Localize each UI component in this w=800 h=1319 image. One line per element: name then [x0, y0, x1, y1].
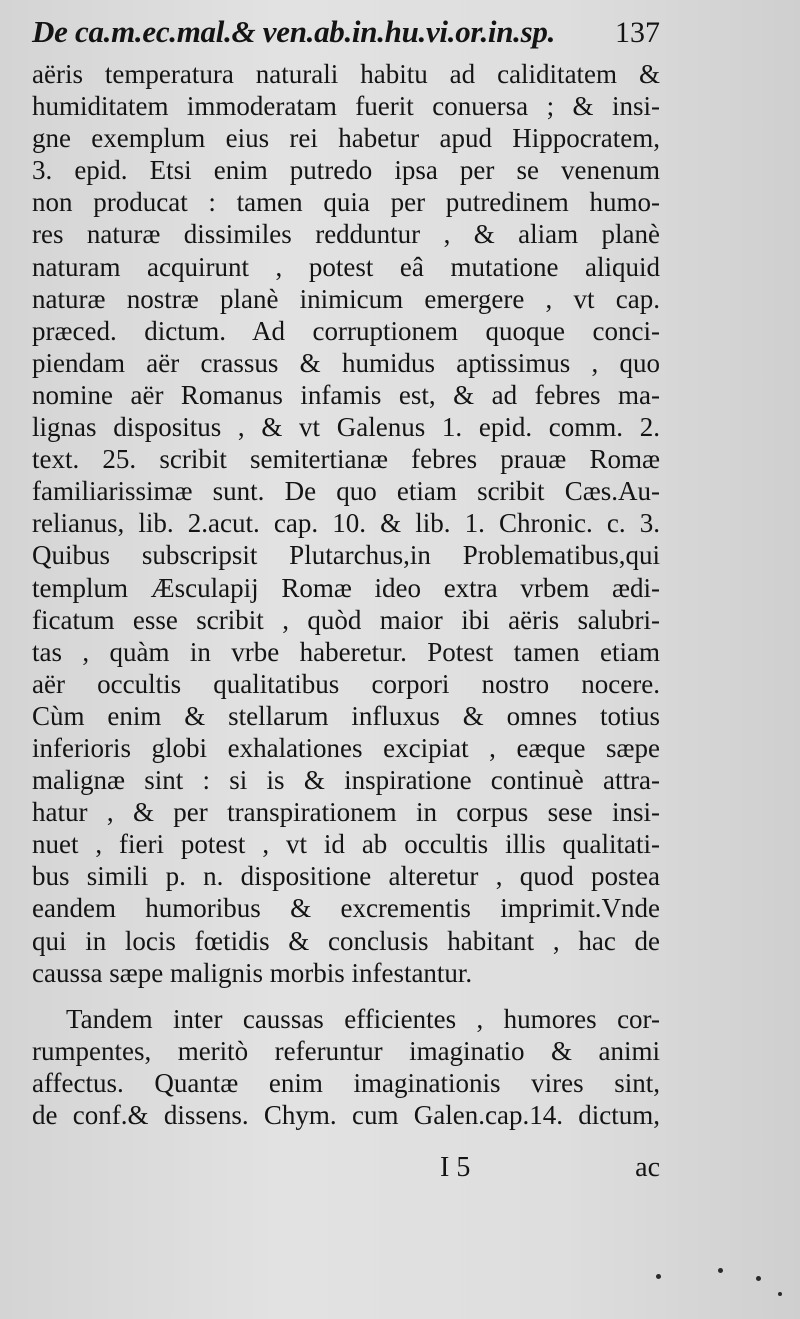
page-header	[32, 14, 660, 58]
text-line: malignæ sint : si is & inspiratione continuè attra-	[32, 765, 660, 796]
text-line: aër occultis qualitatibus corpori nostro nocere.	[32, 668, 660, 699]
text-line: res naturæ dissimiles redduntur , & aliam planè	[32, 219, 660, 250]
text-line: Tandem inter caussas efficientes , humores cor-	[66, 1003, 660, 1034]
text-line: affectus. Quantæ enim imaginationis vires sint,	[32, 1067, 660, 1098]
text-line: rumpentes, meritò referuntur imaginatio & animi	[32, 1035, 660, 1066]
catchword: ac	[635, 1152, 660, 1183]
ink-speck	[778, 1292, 782, 1296]
signature-mark: I 5	[440, 1152, 471, 1183]
body-text	[32, 58, 660, 1131]
text-line: Quibus subscripsit Plutarchus,in Problematibus,qui	[32, 540, 660, 571]
text-line: inferioris globi exhalationes excipiat , eæque sæpe	[32, 732, 660, 763]
text-line: piendam aër crassus & humidus aptissimus , quo	[32, 347, 660, 378]
text-line: relianus, lib. 2.acut. cap. 10. & lib. 1. Chronic. c. 3.	[32, 508, 660, 539]
text-line: text. 25. scribit semitertianæ febres prauæ Romæ	[32, 444, 660, 475]
text-line: gne exemplum eius rei habetur apud Hippocratem,	[32, 123, 660, 154]
text-line: templum Æsculapij Romæ ideo extra vrbem ædi-	[32, 572, 660, 603]
text-line: bus simili p. n. dispositione alteretur , quod postea	[32, 861, 660, 892]
text-line: Cùm enim & stellarum influxus & omnes totius	[32, 700, 660, 731]
text-line: naturæ nostræ planè inimicum emergere , vt cap.	[32, 283, 660, 314]
ink-speck	[718, 1268, 723, 1273]
text-line: præced. dictum. Ad corruptionem quoque conci-	[32, 315, 660, 346]
text-line: eandem humoribus & excrementis imprimit.Vnde	[32, 893, 660, 924]
text-line: de conf.& dissens. Chym. cum Galen.cap.14. dictum,	[32, 1100, 660, 1130]
ink-speck	[756, 1276, 761, 1281]
text-line: lignas dispositus , & vt Galenus 1. epid. comm. 2.	[32, 412, 660, 443]
text-line: humiditatem immoderatam fuerit conuersa ; & insi-	[32, 91, 660, 122]
running-head: De ca.m.ec.mal.& ven.ab.in.hu.vi.or.in.sp.	[32, 14, 556, 49]
text-line: nomine aër Romanus infamis est, & ad febres ma-	[32, 379, 660, 410]
text-line: caussa sæpe malignis morbis infestantur.	[32, 957, 473, 988]
text-line: 3. epid. Etsi enim putredo ipsa per se venenum	[32, 155, 660, 186]
page-footer	[440, 1152, 660, 1188]
text-line: qui in locis fœtidis & conclusis habitant , hac de	[32, 925, 660, 956]
text-line: nuet , fieri potest , vt id ab occultis illis qualitati-	[32, 829, 660, 860]
page-number: 137	[615, 16, 660, 49]
text-line: aëris temperatura naturali habitu ad caliditatem &	[32, 59, 660, 89]
text-line: non producat : tamen quia per putredinem humo-	[32, 187, 660, 218]
text-line: ficatum esse scribit , quòd maior ibi aëris salubri-	[32, 604, 660, 635]
text-line: naturam acquirunt , potest eâ mutatione aliquid	[32, 251, 660, 282]
ink-speck	[656, 1274, 661, 1279]
text-line: hatur , & per transpirationem in corpus sese insi-	[32, 797, 660, 828]
text-line: tas , quàm in vrbe haberetur. Potest tamen etiam	[32, 636, 660, 667]
text-line: familiarissimæ sunt. De quo etiam scribit Cæs.Au-	[32, 476, 660, 507]
